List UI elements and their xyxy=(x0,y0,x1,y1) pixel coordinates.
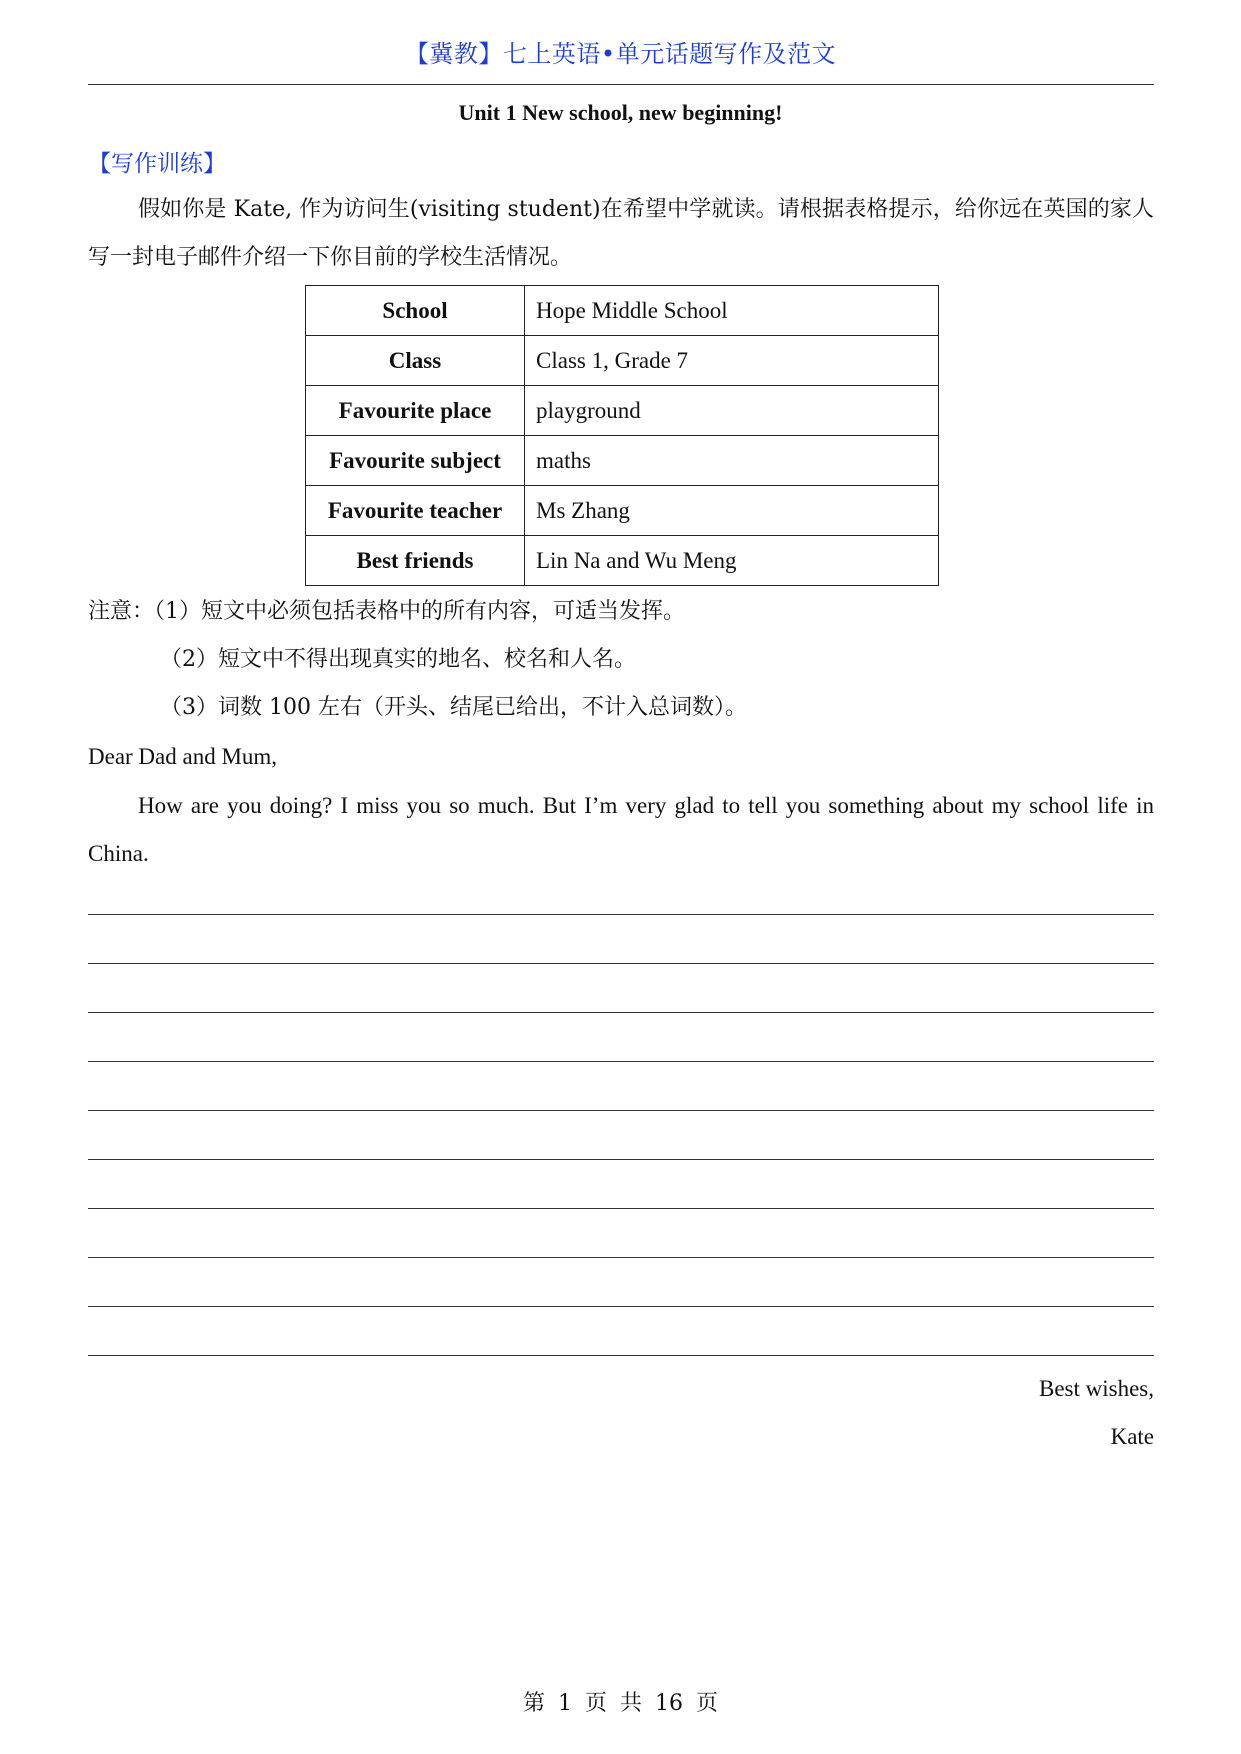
answer-line xyxy=(88,1110,1154,1111)
header-divider xyxy=(88,84,1154,85)
table-value: Ms Zhang xyxy=(525,486,939,536)
answer-line xyxy=(88,914,1154,915)
note-1: 注意：（1）短文中必须包括表格中的所有内容，可适当发挥。 xyxy=(88,599,685,624)
section-title: 【写作训练】 xyxy=(88,151,226,177)
answer-line xyxy=(88,1012,1154,1013)
table-key: School xyxy=(306,286,525,336)
page-header-title: 【冀教】七上英语•单元话题写作及范文 xyxy=(404,40,837,68)
answer-line xyxy=(88,1355,1154,1356)
table-row xyxy=(306,436,939,486)
note-3: （3）词数 100 左右（开头、结尾已给出，不计入总词数）。 xyxy=(160,695,747,720)
table-key: Best friends xyxy=(306,536,525,586)
letter-opening: How are you doing? I miss you so much. But I’m very glad to tell you something about my school life in China. xyxy=(88,793,1154,866)
table-key: Class xyxy=(306,336,525,386)
table-row xyxy=(306,386,939,436)
table-value: maths xyxy=(525,436,939,486)
task-instructions: 假如你是 Kate, 作为访问生(visiting student)在希望中学就读。请根据表格提示，给你远在英国的家人写一封电子邮件介绍一下你目前的学校生活情况。 xyxy=(88,197,1154,270)
table-value: Hope Middle School xyxy=(525,286,939,336)
letter-signature: Kate xyxy=(1110,1424,1154,1449)
table-row xyxy=(306,336,939,386)
table-value: playground xyxy=(525,386,939,436)
answer-line xyxy=(88,963,1154,964)
table-value: Lin Na and Wu Meng xyxy=(525,536,939,586)
table-value: Class 1, Grade 7 xyxy=(525,336,939,386)
answer-line xyxy=(88,1061,1154,1062)
table-key: Favourite subject xyxy=(306,436,525,486)
table-key: Favourite place xyxy=(306,386,525,436)
answer-line xyxy=(88,1208,1154,1209)
table-row xyxy=(306,486,939,536)
unit-title: Unit 1 New school, new beginning! xyxy=(458,100,783,125)
answer-line xyxy=(88,1257,1154,1258)
letter-closing: Best wishes, xyxy=(1039,1376,1154,1401)
table-key: Favourite teacher xyxy=(306,486,525,536)
table-row xyxy=(306,536,939,586)
info-table xyxy=(305,285,939,586)
page-number: 第 1 页 共 16 页 xyxy=(523,1691,718,1716)
note-2: （2）短文中不得出现真实的地名、校名和人名。 xyxy=(160,647,636,672)
letter-salutation: Dear Dad and Mum, xyxy=(88,744,278,769)
answer-line xyxy=(88,1306,1154,1307)
table-row xyxy=(306,286,939,336)
answer-line xyxy=(88,1159,1154,1160)
